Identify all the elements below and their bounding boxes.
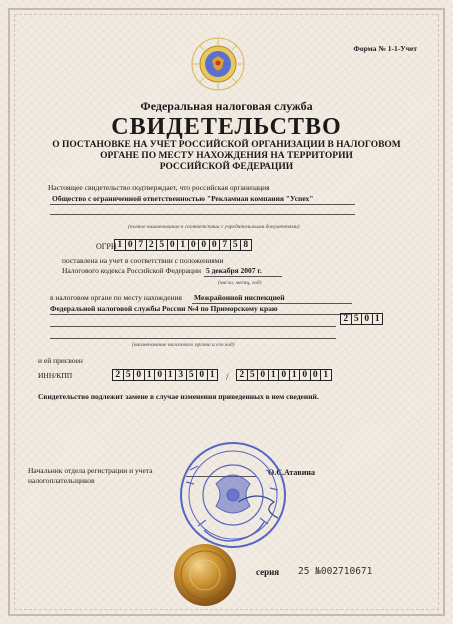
signer-title-1: Начальник отдела регистрации и учета — [28, 466, 153, 475]
digit-cell: 1 — [114, 239, 126, 251]
gold-seal-icon — [172, 542, 238, 608]
digit-cell: 0 — [299, 369, 311, 381]
inn-digit-boxes — [112, 369, 217, 381]
emblem-icon — [190, 36, 246, 92]
inn-kpp-separator: / — [226, 372, 229, 382]
digit-cell: 0 — [125, 239, 137, 251]
official-stamp-icon — [178, 440, 288, 550]
tax-office-line-4 — [50, 338, 336, 339]
tax-office-line-2 — [50, 314, 352, 315]
org-name-line — [50, 204, 355, 205]
digit-cell: 1 — [268, 369, 280, 381]
document-subtitle — [50, 140, 403, 173]
tax-office-code-boxes — [340, 313, 382, 325]
digit-cell: 1 — [207, 369, 219, 381]
registered-text-1: поставлена на учет в соответствии с положениями — [62, 256, 224, 265]
digit-cell: 0 — [188, 239, 200, 251]
org-name-line-2 — [50, 214, 355, 215]
digit-cell: 5 — [247, 369, 259, 381]
digit-cell: 2 — [236, 369, 248, 381]
digit-cell: 1 — [177, 239, 189, 251]
confirm-text: Настоящее свидетельство подтверждает, что российская организация — [48, 183, 270, 192]
signer-title-2: налогоплательщиков — [28, 476, 95, 485]
digit-cell: 5 — [123, 369, 135, 381]
digit-cell: 0 — [209, 239, 221, 251]
series-label: серия — [256, 567, 280, 577]
digit-cell: 1 — [320, 369, 332, 381]
tax-office-name-1: Межрайонной инспекцией — [194, 293, 285, 302]
digit-cell: 1 — [144, 369, 156, 381]
assigned-text: и ей присвоен — [38, 356, 83, 365]
subtitle-line: О ПОСТАНОВКЕ НА УЧЕТ РОССИЙСКОЙ ОРГАНИЗАЦИИ В НАЛОГОВОМ — [52, 140, 401, 150]
digit-cell: 0 — [196, 369, 208, 381]
digit-cell: 2 — [340, 313, 352, 325]
signer-name: О.С.Атавина — [268, 468, 315, 477]
registered-date: 5 декабря 2007 г. — [206, 266, 262, 275]
digit-cell: 5 — [156, 239, 168, 251]
digit-cell: 5 — [186, 369, 198, 381]
digit-cell: 2 — [146, 239, 158, 251]
org-name: Общество с ограниченной ответственностью "Рекламная компания "Успех" — [52, 194, 314, 203]
digit-cell: 8 — [240, 239, 252, 251]
ogrn-digit-boxes — [114, 239, 251, 251]
digit-cell: 7 — [219, 239, 231, 251]
date-line — [204, 276, 282, 277]
date-note: (число, месяц, год) — [218, 280, 262, 286]
digit-cell: 0 — [257, 369, 269, 381]
tax-office-name-2: Федеральной налоговой службы России №4 по Приморскому краю — [50, 304, 278, 313]
ogrn-label: ОГРН — [96, 242, 117, 251]
digit-cell: 7 — [135, 239, 147, 251]
replacement-notice: Свидетельство подлежит замене в случае изменения приведенных в нем сведений. — [38, 392, 319, 401]
digit-cell: 0 — [167, 239, 179, 251]
digit-cell: 1 — [289, 369, 301, 381]
kpp-digit-boxes — [236, 369, 331, 381]
tax-office-label: в налоговом органе по месту нахождения — [50, 293, 183, 302]
tax-office-note: (наименование налогового органа и его код) — [132, 342, 235, 348]
series-number: 25 №002710671 — [298, 566, 373, 577]
form-number: Форма № 1-1-Учет — [353, 44, 417, 53]
subtitle-line: РОССИЙСКОЙ ФЕДЕРАЦИИ — [159, 162, 294, 172]
digit-cell: 5 — [230, 239, 242, 251]
digit-cell: 2 — [112, 369, 124, 381]
registered-text-2: Налогового кодекса Российской Федерации — [62, 266, 201, 275]
digit-cell: 0 — [198, 239, 210, 251]
agency-name: Федеральная налоговая служба — [140, 99, 313, 113]
document-title: СВИДЕТЕЛЬСТВО — [111, 114, 342, 140]
digit-cell: 3 — [175, 369, 187, 381]
tax-office-line-3 — [50, 326, 336, 327]
digit-cell: 0 — [278, 369, 290, 381]
digit-cell: 0 — [154, 369, 166, 381]
inn-kpp-label: ИНН/КПП — [38, 371, 73, 380]
digit-cell: 0 — [310, 369, 322, 381]
digit-cell: 1 — [372, 313, 384, 325]
digit-cell: 5 — [351, 313, 363, 325]
org-name-note: (полное наименование в соответствии с учредительными документами) — [128, 224, 300, 230]
digit-cell: 0 — [133, 369, 145, 381]
digit-cell: 0 — [361, 313, 373, 325]
subtitle-line: ОРГАНЕ ПО МЕСТУ НАХОЖДЕНИЯ НА ТЕРРИТОРИИ — [100, 151, 353, 161]
digit-cell: 1 — [165, 369, 177, 381]
